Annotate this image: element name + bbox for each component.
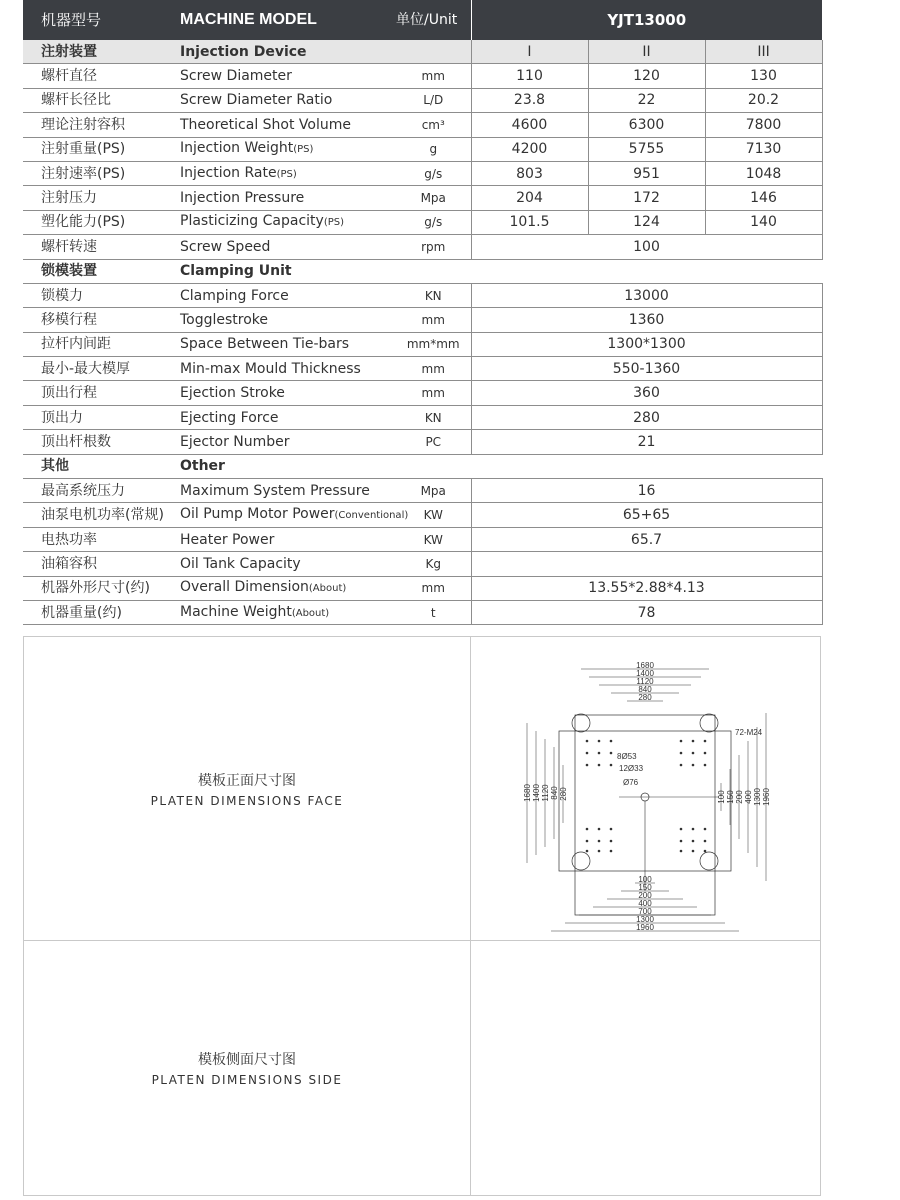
dimension-label: 700	[638, 907, 652, 916]
bolt-hole	[598, 740, 601, 743]
table-row	[23, 430, 822, 454]
value-grade-1: 4200	[471, 137, 588, 161]
bolt-hole	[598, 840, 601, 843]
row-unit: Kg	[396, 552, 471, 576]
grade-3: III	[705, 40, 822, 64]
label-en-text: Plasticizing Capacity	[180, 213, 324, 230]
row-unit: KW	[396, 527, 471, 551]
value-grade-1: 4600	[471, 113, 588, 137]
dimension-label: 1680	[523, 784, 532, 802]
table-row	[23, 357, 822, 381]
row-label-cn: 机器重量(约)	[23, 600, 173, 624]
bolt-hole	[704, 828, 707, 831]
row-label-en	[173, 552, 396, 576]
dimension-label: 100	[717, 790, 726, 804]
header-model-en: MACHINE MODEL	[173, 0, 396, 40]
row-unit: KN	[396, 405, 471, 429]
bolt-hole	[692, 828, 695, 831]
dimension-label: 840	[550, 786, 559, 800]
row-label-en	[173, 527, 396, 551]
bolt-hole	[586, 828, 589, 831]
bolt-hole	[680, 850, 683, 853]
bolt-hole	[680, 752, 683, 755]
label-en-text: Togglestroke	[180, 311, 269, 328]
bolt-hole	[610, 828, 613, 831]
bolt-hole	[610, 840, 613, 843]
row-unit: mm	[396, 308, 471, 332]
row-label-cn: 锁模力	[23, 283, 173, 307]
row-value: 280	[471, 405, 822, 429]
row-value: 1300*1300	[471, 332, 822, 356]
table-row	[23, 161, 822, 185]
dimension-label: 1680	[636, 661, 654, 670]
row-label-en	[173, 576, 396, 600]
label-en-text: Injection Weight	[180, 140, 294, 157]
row-label-en	[173, 161, 396, 185]
row-label-en	[173, 332, 396, 356]
value-grade-3: 7130	[705, 137, 822, 161]
label-en-text: Theoretical Shot Volume	[180, 116, 351, 133]
dimension-label: 200	[735, 790, 744, 804]
dimension-label: 280	[638, 693, 652, 702]
table-row	[23, 283, 822, 307]
row-value: 360	[471, 381, 822, 405]
label-en-note: (PS)	[276, 168, 297, 180]
row-value	[471, 552, 822, 576]
label-en-text: Ejection Stroke	[180, 385, 285, 402]
row-label-en	[173, 479, 396, 503]
row-label-cn: 注射重量(PS)	[23, 137, 173, 161]
table-row	[23, 552, 822, 576]
row-label-en	[173, 64, 396, 88]
row-label-cn: 理论注射容积	[23, 113, 173, 137]
bolt-hole	[610, 850, 613, 853]
row-value: 65+65	[471, 503, 822, 527]
dimension-label: 1300	[753, 788, 762, 806]
row-label-en	[173, 405, 396, 429]
row-label-cn: 塑化能力(PS)	[23, 210, 173, 234]
value-grade-3: 130	[705, 64, 822, 88]
label-en-text: Oil Tank Capacity	[180, 555, 301, 572]
bolt-hole	[680, 740, 683, 743]
dimension-label: 1120	[541, 784, 550, 802]
table-row	[23, 479, 822, 503]
row-value: 13.55*2.88*4.13	[471, 576, 822, 600]
table-row	[23, 527, 822, 551]
hole-label: 8Ø53	[617, 752, 637, 761]
bolt-hole	[598, 764, 601, 767]
row-label-cn: 油泵电机功率(常规)	[23, 503, 173, 527]
row-value: 16	[471, 479, 822, 503]
row-label-cn: 螺杆转速	[23, 235, 173, 259]
bolt-hole	[598, 828, 601, 831]
section-en: Injection Device	[173, 40, 396, 64]
value-grade-2: 6300	[588, 113, 705, 137]
label-en-text: Screw Diameter Ratio	[180, 92, 333, 109]
value-grade-2: 22	[588, 88, 705, 112]
section-clamping	[23, 259, 822, 283]
value-grade-1: 204	[471, 186, 588, 210]
row-unit: L/D	[396, 88, 471, 112]
dimension-label: 100	[638, 875, 652, 884]
row-label-en	[173, 113, 396, 137]
row-unit: cm³	[396, 113, 471, 137]
bolt-hole	[692, 840, 695, 843]
bolt-hole	[598, 752, 601, 755]
table-row	[23, 332, 822, 356]
dimension-label: 1960	[636, 923, 654, 932]
platen-face-drawing	[470, 636, 821, 941]
row-label-cn: 螺杆长径比	[23, 88, 173, 112]
table-row	[23, 600, 822, 624]
row-label-cn: 油箱容积	[23, 552, 173, 576]
row-label-cn: 螺杆直径	[23, 64, 173, 88]
row-unit: KW	[396, 503, 471, 527]
bolt-hole	[704, 764, 707, 767]
label-en-text: Overall Dimension	[180, 579, 309, 596]
row-label-en	[173, 430, 396, 454]
label-en-text: Oil Pump Motor Power	[180, 506, 335, 523]
row-unit: g/s	[396, 210, 471, 234]
dimension-label: 400	[638, 899, 652, 908]
label-en-text: Min-max Mould Thickness	[180, 360, 361, 377]
dimension-label: 1400	[636, 669, 654, 678]
hole-label: 12Ø33	[619, 764, 644, 773]
bolt-hole	[586, 840, 589, 843]
platen-face-cn: 模板正面尺寸图	[198, 772, 296, 789]
label-en-text: Machine Weight	[180, 603, 292, 620]
bolt-hole	[704, 752, 707, 755]
label-en-text: Maximum System Pressure	[180, 482, 370, 499]
dimension-label: 150	[638, 883, 652, 892]
table-row	[23, 503, 822, 527]
thread-label: 72-M24	[735, 728, 763, 737]
dimension-label: 1300	[636, 915, 654, 924]
row-value: 21	[471, 430, 822, 454]
row-label-cn: 注射速率(PS)	[23, 161, 173, 185]
row-label-en	[173, 381, 396, 405]
row-label-en	[173, 283, 396, 307]
dimension-label: 1120	[636, 677, 654, 686]
row-unit: Mpa	[396, 186, 471, 210]
dimension-label: 1400	[532, 784, 541, 802]
bolt-hole	[692, 764, 695, 767]
value-grade-1: 101.5	[471, 210, 588, 234]
row-unit: g/s	[396, 161, 471, 185]
value-grade-1: 110	[471, 64, 588, 88]
row-label-cn: 注射压力	[23, 186, 173, 210]
row-label-cn: 最高系统压力	[23, 479, 173, 503]
bolt-hole	[692, 740, 695, 743]
row-label-cn: 电热功率	[23, 527, 173, 551]
label-en-note: (Conventional)	[334, 510, 409, 522]
value-grade-3: 7800	[705, 113, 822, 137]
table-row	[23, 235, 822, 259]
bolt-hole	[704, 850, 707, 853]
table-row	[23, 113, 822, 137]
header-model-name: YJT13000	[471, 0, 822, 40]
bolt-hole	[586, 740, 589, 743]
row-value: 78	[471, 600, 822, 624]
row-value: 550-1360	[471, 357, 822, 381]
value-grade-2: 172	[588, 186, 705, 210]
row-unit: mm	[396, 576, 471, 600]
row-label-en	[173, 210, 396, 234]
table-row	[23, 88, 822, 112]
bolt-hole	[704, 840, 707, 843]
label-en-note: (About)	[291, 607, 330, 619]
bolt-hole	[610, 752, 613, 755]
dimension-label: 1960	[762, 788, 771, 806]
row-unit: mm*mm	[396, 332, 471, 356]
value-grade-2: 124	[588, 210, 705, 234]
dimension-label: 150	[726, 790, 735, 804]
value-grade-2: 120	[588, 64, 705, 88]
section-cn: 锁模装置	[23, 259, 173, 283]
label-en-note: (About)	[308, 583, 347, 595]
section-other	[23, 454, 822, 478]
value-grade-3: 1048	[705, 161, 822, 185]
bolt-hole	[680, 828, 683, 831]
label-en-text: Ejector Number	[180, 433, 290, 450]
value-grade-3: 20.2	[705, 88, 822, 112]
section-cn: 其他	[23, 454, 173, 478]
platen-side-drawing	[470, 940, 821, 1196]
row-label-en	[173, 137, 396, 161]
dimension-label: 840	[638, 685, 652, 694]
table-row	[23, 64, 822, 88]
row-unit: g	[396, 137, 471, 161]
section-en: Other	[173, 454, 396, 478]
header-model-cn: 机器型号	[23, 0, 173, 40]
bolt-hole	[610, 764, 613, 767]
label-en-text: Ejecting Force	[180, 409, 279, 426]
row-label-en	[173, 308, 396, 332]
row-unit: KN	[396, 283, 471, 307]
row-value: 100	[471, 235, 822, 259]
value-grade-3: 146	[705, 186, 822, 210]
platen-face-en: PLATEN DIMENSIONS FACE	[150, 793, 344, 808]
label-en-note: (PS)	[323, 217, 344, 229]
header-unit: 单位/Unit	[396, 0, 471, 40]
row-label-en	[173, 186, 396, 210]
section-en: Clamping Unit	[173, 259, 396, 283]
value-grade-2: 5755	[588, 137, 705, 161]
platen-side-cn: 模板侧面尺寸图	[198, 1052, 296, 1068]
grade-1: I	[471, 40, 588, 64]
bolt-hole	[586, 752, 589, 755]
section-injection	[23, 40, 822, 64]
row-label-cn: 顶出力	[23, 405, 173, 429]
table-row	[23, 381, 822, 405]
bolt-hole	[692, 752, 695, 755]
row-label-en	[173, 600, 396, 624]
row-unit: mm	[396, 381, 471, 405]
table-row	[23, 405, 822, 429]
row-unit: t	[396, 600, 471, 624]
row-label-cn: 机器外形尺寸(约)	[23, 576, 173, 600]
row-label-en	[173, 503, 409, 527]
platen-diagram	[519, 651, 779, 931]
table-row	[23, 137, 822, 161]
label-en-text: Screw Diameter	[180, 68, 292, 85]
row-label-cn: 移模行程	[23, 308, 173, 332]
bolt-hole	[586, 764, 589, 767]
label-en-text: Injection Pressure	[180, 190, 305, 207]
bolt-hole	[680, 840, 683, 843]
row-unit: rpm	[396, 235, 471, 259]
row-label-cn: 拉杆内间距	[23, 332, 173, 356]
bolt-hole	[586, 850, 589, 853]
bolt-hole	[680, 764, 683, 767]
label-en-text: Screw Speed	[180, 238, 271, 255]
row-unit: mm	[396, 64, 471, 88]
section-cn: 注射装置	[23, 40, 173, 64]
label-en-text: Space Between Tie-bars	[180, 336, 350, 353]
label-en-text: Heater Power	[180, 531, 275, 548]
row-label-en	[173, 357, 396, 381]
dimension-label: 200	[638, 891, 652, 900]
value-grade-1: 803	[471, 161, 588, 185]
table-row	[23, 210, 822, 234]
bolt-hole	[704, 740, 707, 743]
platen-side-en: PLATEN DIMENSIONS SIDE	[151, 1073, 343, 1087]
table-row	[23, 308, 822, 332]
dimension-label: 280	[559, 787, 568, 801]
bolt-hole	[598, 850, 601, 853]
table-row	[23, 576, 822, 600]
row-label-cn: 顶出杆根数	[23, 430, 173, 454]
platen-face-label	[23, 636, 471, 941]
row-value: 65.7	[471, 527, 822, 551]
platen-side-label	[23, 940, 471, 1196]
row-value: 1360	[471, 308, 822, 332]
row-value: 13000	[471, 283, 822, 307]
label-en-text: Injection Rate	[180, 164, 277, 181]
table-row	[23, 186, 822, 210]
bolt-hole	[610, 740, 613, 743]
row-unit: mm	[396, 357, 471, 381]
row-label-en	[173, 88, 396, 112]
row-unit: Mpa	[396, 479, 471, 503]
table-header	[23, 0, 822, 40]
row-label-cn: 顶出行程	[23, 381, 173, 405]
label-en-note: (PS)	[293, 144, 314, 156]
spec-table	[23, 0, 823, 625]
value-grade-3: 140	[705, 210, 822, 234]
row-unit: PC	[396, 430, 471, 454]
bolt-hole	[692, 850, 695, 853]
row-label-cn: 最小-最大模厚	[23, 357, 173, 381]
hole-label: Ø76	[623, 778, 639, 787]
value-grade-2: 951	[588, 161, 705, 185]
label-en-text: Clamping Force	[180, 287, 289, 304]
grade-2: II	[588, 40, 705, 64]
value-grade-1: 23.8	[471, 88, 588, 112]
platen-section	[23, 636, 821, 1196]
row-label-en	[173, 235, 396, 259]
dimension-label: 400	[744, 790, 753, 804]
